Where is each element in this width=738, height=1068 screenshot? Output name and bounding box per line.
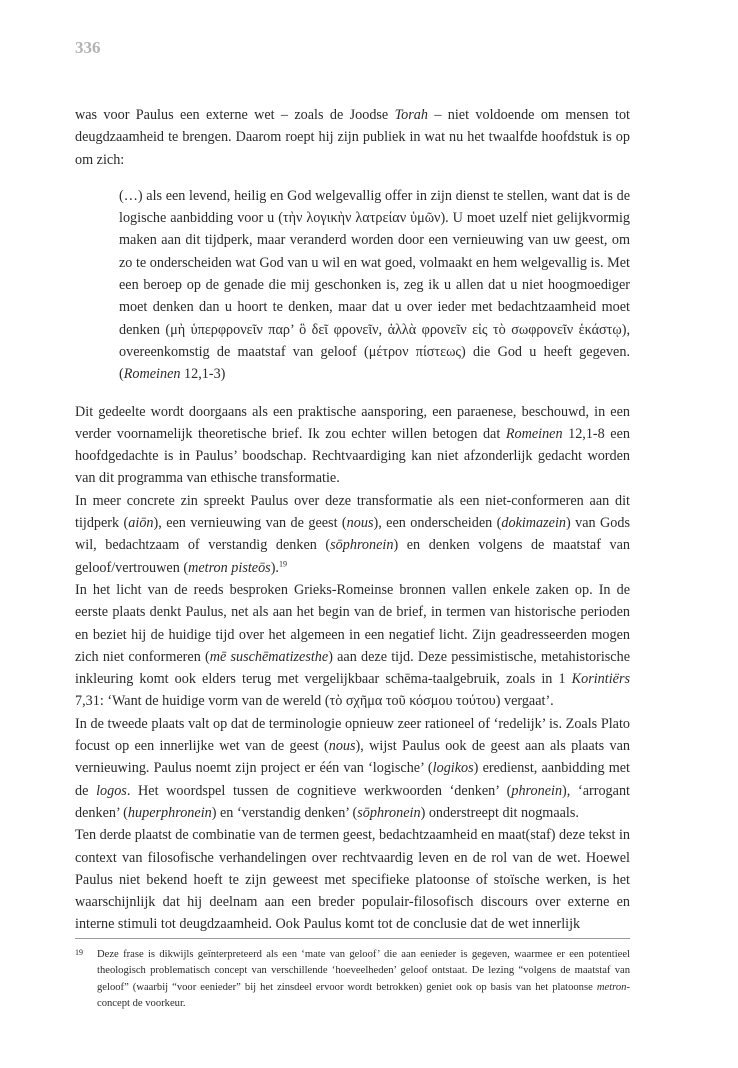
footnote [75, 947, 630, 1013]
paragraph-3: In het licht van de reeds besproken Grieks-Romeinse bronnen vallen enkele zaken op. In de eerste plaats denkt Paulus, net als aan het begin van de brief, in termen van historische perioden en beziet hij de huidige tijd over het algemeen in een negatief licht. Zijn geadresseerden mogen zich niet conformeren (mē suschēmatizesthe) aan deze tijd. Deze pessimistische, metahistorische inkleuring komt ook elders terug met vergelijkbaar schēma-taalgebruik, zoals in 1 Korintiërs 7,31: ‘Want de huidige vorm van de wereld (τὸ σχῆμα τοῦ κόσμου τούτου) vergaat’. [75, 581, 630, 710]
footnote-divider [75, 938, 630, 939]
body-text [75, 104, 630, 936]
footnote-number: 19 [75, 948, 83, 957]
paragraph-4: In de tweede plaats valt op dat de terminologie opnieuw zeer rationeel of ‘redelijk’ is. Zoals Plato focust op een innerlijke wet van de geest (nous), wijst Paulus ook de geest aan als plaats van vernieuwing. Paulus noemt zijn project er één van ‘logische’ (logikos) eredienst, aanbidding met de logos. Het woordspel tussen de cognitieve werkwoorden ‘denken’ (phronein), ‘arrogant denken’ (huperphronein) en ‘verstandig denken’ (sōphronein) onderstreept dit nogmaals. [75, 715, 630, 821]
paragraph-intro: was voor Paulus een externe wet – zoals de Joodse Torah – niet voldoende om mensen tot deugdzaamheid te brengen. Daarom roept hij zijn publiek in wat nu het twaalfde hoofdstuk is op om zich: [75, 107, 630, 168]
footnote-text: Deze frase is dikwijls geïnterpreteerd als een ‘mate van geloof’ die aan eenieder is gegeven, waarmee er een potentieel theologisch problematisch concept van verschillende ‘hoeveelheden’ geloof ontstaat. De lezing “volgens de maatstaf van geloof” (waarbij “voor eenieder” bij het zinsdeel ervoor wordt betrokken) geniet ook op basis van het platoonse metron-concept de voorkeur. [97, 949, 630, 1010]
paragraph-2: In meer concrete zin spreekt Paulus over deze transformatie als een niet-conformeren aan dit tijdperk (aiōn), een vernieuwing van de geest (nous), een onderscheiden (dokimazein) van Gods wil, bedachtzaam of verstandig denken (sōphronein) en denken volgens de maatstaf van geloof/vertrouwen (metron pisteōs).$^{19}$ [75, 492, 631, 576]
quote-text: (…) als een levend, heilig en God welgevallig offer in zijn dienst te stellen, want dat is de logische aanbidding voor u (τὴν λογικὴν λατρείαν ὑμῶν). U moet uzelf niet gelijkvormig maken aan dit tijdperk, maar veranderd worden door een vernieuwing van uw geest, om zo te onderscheiden wat God van u wil en wat goed, volmaakt en hem welgevallig is. Met een beroep op de genade die mij geschonken is, zeg ik u allen dat u niet hoogmoediger moet denken dan u hoort te denken, maar dat u over ieder met bedachtzaamheid moet denken (μὴ ὑπερφρονεῖν παρ’ ὃ δεῖ φρονεῖν, ἀλλὰ φρονεῖν εἰς τὸ σωφρονεῖν ἑκάστῳ), overeenkomstig de maatstaf van geloof (μέτρον πίστεως) die God u heeft gegeven. (Romeinen 12,1-3) [119, 187, 630, 383]
page-number: 336 [75, 38, 101, 57]
paragraph-1: Dit gedeelte wordt doorgaans als een praktische aansporing, een paraenese, beschouwd, in een verder voornamelijk theoretische brief. Ik zou echter willen betogen dat Romeinen 12,1-8 een hoofdgedachte is in Paulus’ boodschap. Rechtvaardiging kan niet afzonderlijk gedacht worden van dit programma van ethische transformatie. [75, 403, 630, 487]
paragraph-5: Ten derde plaatst de combinatie van de termen geest, bedachtzaamheid en maat(staf) deze tekst in context van filosofische verhandelingen over rechtvaardig leven en de rol van de wet. Hoewel Paulus niet bekend hoeft te zijn geweest met specifieke platoonse of stoïsche werken, is het waarschijnlijk dat hij deelnam aan een breder populair-filosofisch discours over externe en interne stimuli tot deugdzaamheid. Ook Paulus komt tot de conclusie dat de wet innerlijk [75, 827, 630, 933]
block-quote [119, 185, 630, 386]
